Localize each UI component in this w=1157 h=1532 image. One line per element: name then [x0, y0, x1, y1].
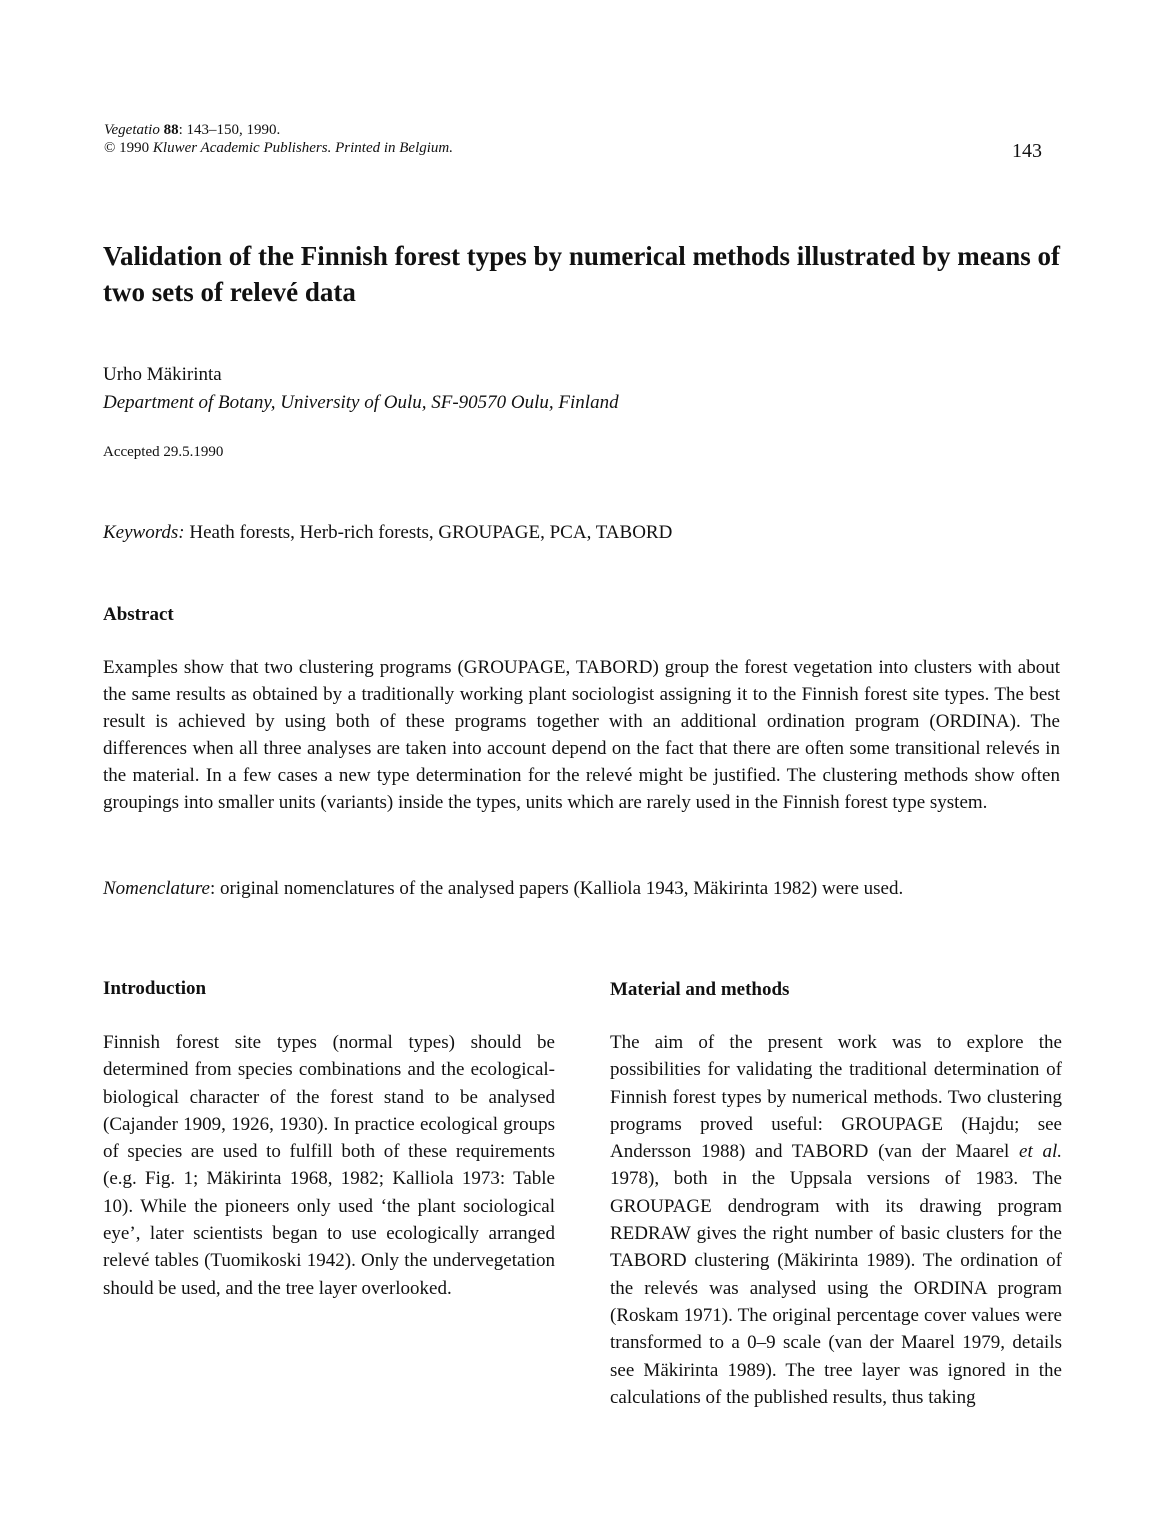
journal-pages-year: : 143–150, 1990.: [178, 122, 281, 138]
keywords-label: Keywords:: [103, 522, 185, 543]
abstract-text: Examples show that two clustering programs (GROUPAGE, TABORD) group the forest vegetation into clusters with about the same results as obtained by a traditionally working plant sociologist assigning it to the Finnish forest site types. The best result is achieved by using both of these programs together with an additional ordination program (ORDINA). The differences when all three analyses are taken into account depend on the fact that there are often some transitional relevés in the material. In a few cases a new type determination for the relevé might be justified. The clustering methods show often groupings into smaller units (variants) inside the types, units which are rarely used in the Finnish forest type system.: [103, 657, 1060, 813]
copyright: © 1990: [104, 140, 150, 156]
accepted-date: Accepted 29.5.1990: [103, 444, 224, 460]
journal-name: Vegetatio: [104, 122, 160, 138]
nomenclature-label: Nomenclature: [103, 878, 210, 899]
nomenclature-text: : original nomenclatures of the analysed papers (Kalliola 1943, Mäkirinta 1982) were used.: [209, 878, 904, 899]
author-name: Urho Mäkirinta: [103, 364, 222, 385]
nomenclature: [103, 875, 1063, 902]
keywords: [103, 522, 672, 544]
methods-heading: Material and methods: [610, 979, 790, 1000]
introduction-text: Finnish forest site types (normal types) should be determined from species combinations and the ecological-biological character of the forest stand to be analysed (Cajander 1909, 1926, 1930). In practice ecological groups of species are used to fulfill both of these requirements (e.g. Fig. 1; Mäkirinta 1968, 1982; Kalliola 1973: Table 10). While the pioneers only used ‘the plant sociological eye’, later scientists began to use ecologically arranged relevé tables (Tuomikoski 1942). Only the undervegetation should be used, and the tree layer overlooked.: [103, 1032, 555, 1299]
introduction-heading: Introduction: [103, 978, 207, 999]
journal-volume: 88: [163, 122, 179, 138]
journal-citation: [104, 121, 453, 157]
page-number: 143: [1012, 140, 1042, 162]
abstract-heading: Abstract: [103, 604, 174, 625]
methods-text-part1: The aim of the present work was to explore the possibilities for validating the traditional determination of Finnish forest types by numerical methods. Two clustering programs proved useful: GROUPAGE (Hajdu; see Andersson 1988) and TABORD (van der Maarel: [610, 1032, 1062, 1163]
author-affiliation: Department of Botany, University of Oulu, SF-90570 Oulu, Finland: [103, 392, 619, 413]
methods-text: [610, 1029, 1062, 1411]
publisher: Kluwer Academic Publishers. Printed in Belgium.: [152, 140, 454, 156]
methods-text-part2: 1978), both in the Uppsala versions of 1983. The GROUPAGE dendrogram with its drawing program REDRAW gives the right number of basic clusters for the TABORD clustering (Mäkirinta 1989). The ordination of the relevés was analysed using the ORDINA program (Roskam 1971). The original percentage cover values were transformed to a 0–9 scale (van der Maarel 1979, details see Mäkirinta 1989). The tree layer was ignored in the calculations of the published results, thus taking: [610, 1168, 1062, 1408]
journal-line-2: [104, 139, 453, 157]
journal-line-1: [104, 121, 453, 139]
keywords-list: Heath forests, Herb-rich forests, GROUPAGE, PCA, TABORD: [189, 522, 673, 543]
article-title: Validation of the Finnish forest types by numerical methods illustrated by means of two sets of relevé data: [103, 241, 1061, 307]
methods-et-al: et al.: [1019, 1141, 1062, 1163]
